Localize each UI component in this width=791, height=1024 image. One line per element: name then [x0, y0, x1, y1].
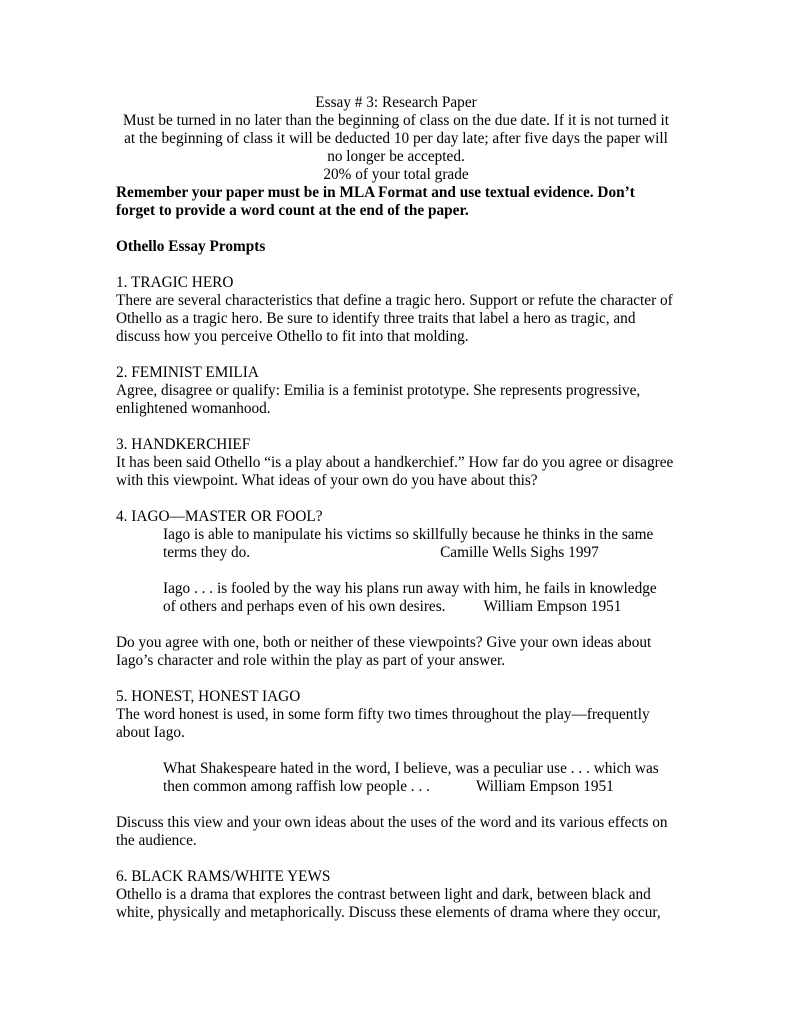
prompt-title: 1. TRAGIC HERO: [116, 274, 234, 291]
quote-attribution: William Empson 1951: [475, 778, 614, 795]
prompts-heading: Othello Essay Prompts: [116, 238, 266, 255]
prompt-body: Othello is a drama that explores the contrast between light and dark, between black and white, physically and metaphorically. Discuss these elements of drama where they occur,: [116, 886, 661, 921]
quote-sighs: [163, 526, 676, 562]
quote-line: Iago is able to manipulate his victims so skillfully because he thinks in the same: [163, 526, 654, 543]
prompt-tragic-hero: [116, 274, 676, 346]
prompt-feminist-emilia: [116, 364, 676, 418]
mla-reminder: Remember your paper must be in MLA Format and use textual evidence. Don’t forget to provide a word count at the end of the paper.: [116, 184, 635, 219]
prompt-handkerchief: [116, 436, 676, 490]
quote-line: of others and perhaps even of his own desires.: [163, 598, 446, 615]
grade-weight: 20% of your total grade: [323, 166, 469, 183]
prompt-body: Agree, disagree or qualify: Emilia is a feminist prototype. She represents progressive, enlightened womanhood.: [116, 382, 641, 417]
quote-attribution: William Empson 1951: [483, 598, 622, 615]
prompt-body: Discuss this view and your own ideas about the uses of the word and its various effects on the audience.: [116, 814, 668, 849]
quote-line: terms they do.: [163, 544, 251, 561]
prompt-black-rams-white-yews: [116, 868, 676, 922]
prompt-body: It has been said Othello “is a play about a handkerchief.” How far do you agree or disagree with this viewpoint. What ideas of your own do you have about this?: [116, 454, 674, 489]
prompt-honest-iago: [116, 688, 676, 850]
essay-title: Essay # 3: Research Paper: [315, 94, 477, 111]
quote-line: then common among raffish low people . . .: [163, 778, 430, 795]
quote-line: Iago . . . is fooled by the way his plans run away with him, he fails in knowledge: [163, 580, 657, 597]
quote-attribution: Camille Wells Sighs 1997: [440, 544, 599, 561]
prompt-body: Do you agree with one, both or neither of these viewpoints? Give your own ideas about Iago’s character and role within the play as part of your answer.: [116, 634, 652, 669]
quote-line: What Shakespeare hated in the word, I believe, was a peculiar use . . . which was: [163, 760, 659, 777]
deadline-text: Must be turned in no later than the beginning of class on the due date. If it is not turned it at the beginning of class it will be deducted 10 per day late; after five days the paper will no longer be accepted.: [123, 112, 669, 165]
prompt-body: The word honest is used, in some form fifty two times throughout the play—frequently about Iago.: [116, 706, 650, 741]
document-body: [116, 94, 676, 922]
prompt-title: 2. FEMINIST EMILIA: [116, 364, 259, 381]
quote-empson-honest: [163, 760, 676, 796]
prompt-iago-master-or-fool: [116, 508, 676, 670]
prompt-title: 3. HANDKERCHIEF: [116, 436, 251, 453]
prompt-title: 4. IAGO—MASTER OR FOOL?: [116, 508, 323, 525]
prompt-title: 6. BLACK RAMS/WHITE YEWS: [116, 868, 331, 885]
prompt-title: 5. HONEST, HONEST IAGO: [116, 688, 301, 705]
quote-empson: [163, 580, 676, 616]
prompt-body: There are several characteristics that define a tragic hero. Support or refute the character of Othello as a tragic hero. Be sure to identify three traits that label a hero as tragic, and discuss how you perceive Othello to fit into that molding.: [116, 292, 673, 345]
